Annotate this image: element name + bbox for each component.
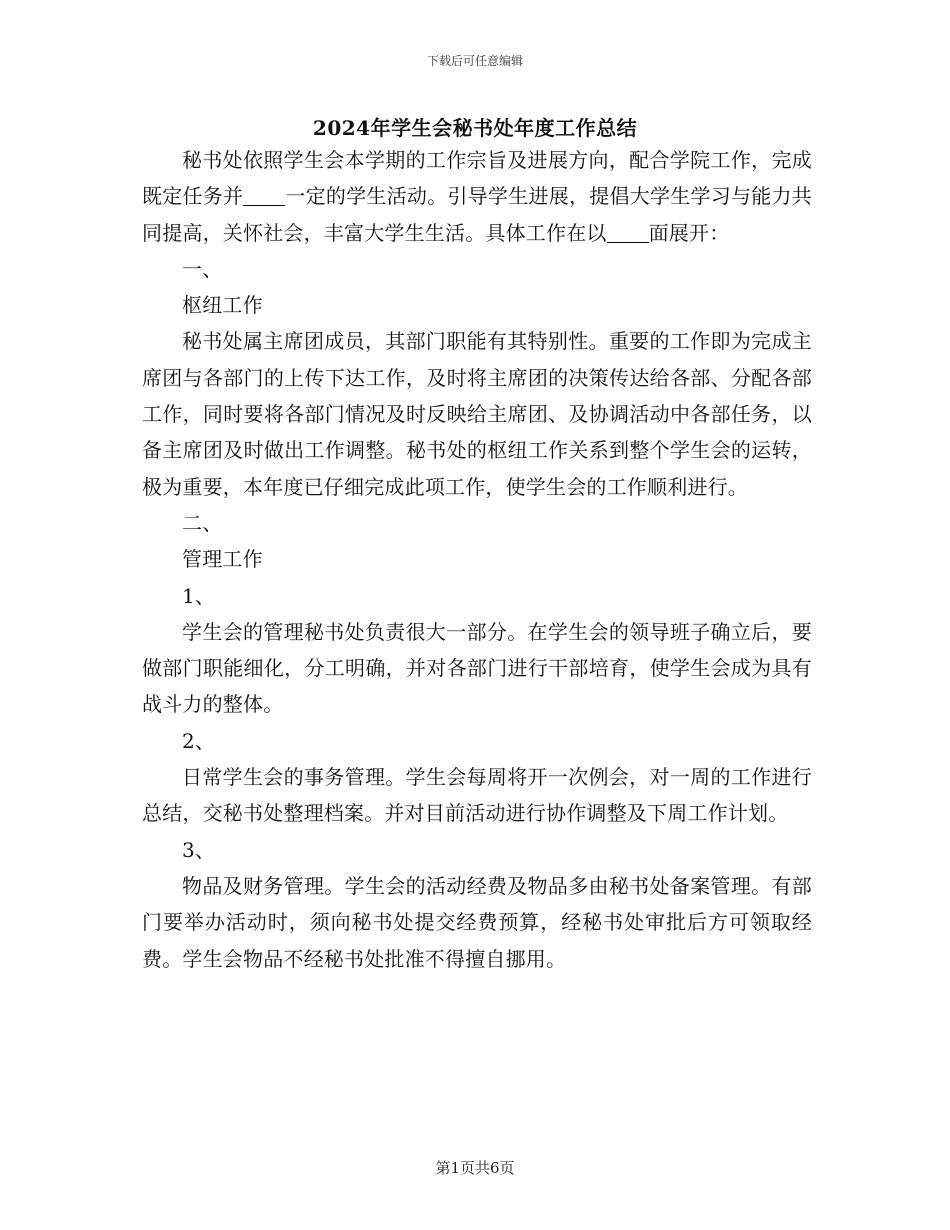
item-number-1: 1、 — [182, 583, 216, 608]
intro-text-1: 秘书处依照学生会本学期的工作宗旨及进展方向，配合学院工作，完成既定任务并 — [142, 148, 812, 209]
document-title: 2024年学生会秘书处年度工作总结 — [312, 116, 638, 140]
item-number-3: 3、 — [182, 837, 216, 862]
blank-underline — [243, 185, 285, 206]
page-footer: 第1页共6页 — [435, 1159, 515, 1177]
item-text-3: 物品及财务管理。学生会的活动经费及物品多由秘书处备案管理。有部门要举办活动时，须向秘书处提交经费预算，经秘书处审批后方可领取经费。学生会物品不经秘书处批准不得擅自挪用。 — [142, 873, 812, 971]
header-note: 下载后可任意编辑 — [426, 54, 523, 68]
section-1-body: 秘书处属主席团成员，其部门职能有其特别性。重要的工作即为完成主席团与各部门的上传下达工作，及时将主席团的决策传达给各部、分配各部工作，同时要将各部门情况及时反映给主席团、及协调活动中各部任务，以备主席团及时做出工作调整。秘书处的枢纽工作关系到整个学生会的运转，极为重要，本年度已仔细完成此项工作，使学生会的工作顺利进行。 — [142, 329, 812, 499]
intro-text-2: 一定的学生活动。引导学生进展，提倡大学生学习与能力共同提高，关怀社会，丰富大学生生活。具体工作在以 — [142, 184, 813, 245]
section-heading-1: 枢纽工作 — [182, 293, 263, 318]
section-number-1: 一、 — [182, 256, 223, 281]
section-number-2: 二、 — [182, 510, 223, 535]
intro-text-3: 面展开： — [648, 220, 730, 245]
blank-underline — [607, 222, 649, 243]
item-text-2: 日常学生会的事务管理。学生会每周将开一次例会，对一周的工作进行总结，交秘书处整理档案。并对目前活动进行协作调整及下周工作计划。 — [142, 765, 812, 826]
section-heading-2: 管理工作 — [182, 547, 263, 572]
document-body — [142, 142, 812, 977]
item-text-1: 学生会的管理秘书处负责很大一部分。在学生会的领导班子确立后，要做部门职能细化，分工明确，并对各部门进行干部培育，使学生会成为具有战斗力的整体。 — [142, 619, 812, 717]
item-number-2: 2、 — [182, 728, 216, 753]
intro-paragraph — [142, 142, 812, 251]
